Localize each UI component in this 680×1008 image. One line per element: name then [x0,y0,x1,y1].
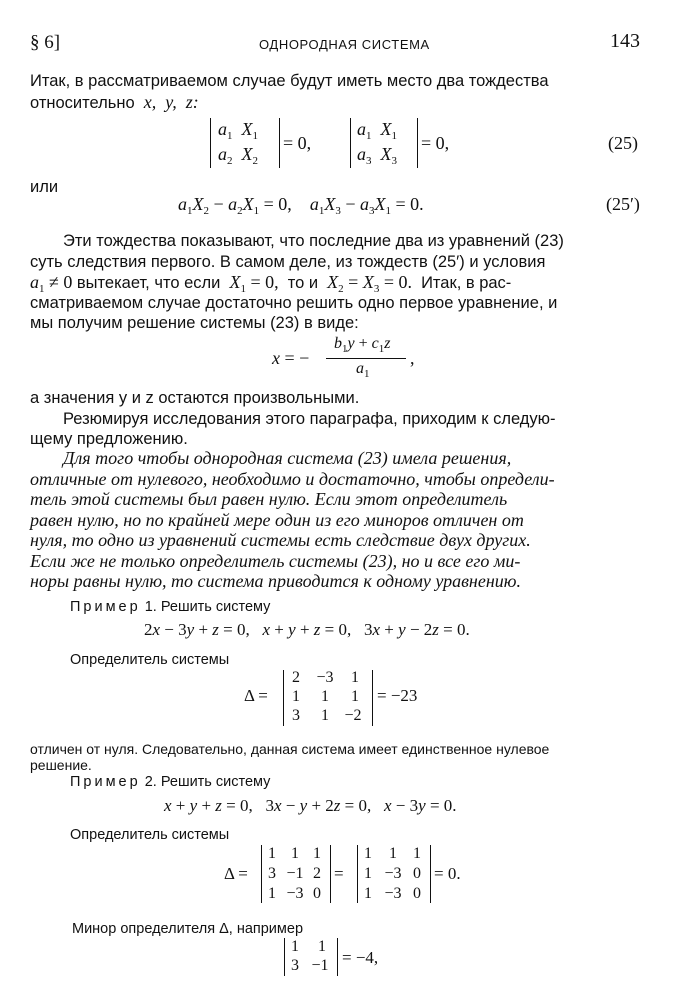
example1-det-intro: Определитель системы [70,652,230,668]
para2-line5: мы получим решение системы (23) в виде: [30,314,359,332]
example2-delta: Δ = [224,864,248,883]
eq25-det-1-row1: $a_1$ $X_1$ [218,119,258,142]
para2-line1: Эти тождества показывают, что последние два из уравнений (23) [63,232,564,250]
eq25-det-2-row2: $a_3$ $X_3$ [357,144,397,167]
theorem-line2: отличные от нулевого, необходимо и достаточно, чтобы определи- [30,469,555,489]
minor-c00: 1 [291,938,299,955]
ex1-c00: 2 [292,669,300,686]
ex2a-c01: 1 [291,845,299,862]
theorem-line7: норы равны нулю, то система приводится к одному уравнению. [30,571,521,591]
section-marker: § 6] [30,32,61,53]
solution-lhs: x = − [272,348,310,368]
ex2a-c21: −3 [286,885,304,902]
example2-equals-mid: = [334,864,344,883]
ex1-c20: 3 [292,707,300,724]
para1-line1: Итак, в рассматриваемом случае будут иметь место два тождества [30,72,549,90]
theorem-line5: нуля, то одно из уравнений системы есть следствие двух других. [30,530,531,550]
theorem-line3: тель этой системы был равен нулю. Если этот определитель [30,489,508,509]
ex1-c22: −2 [344,707,362,724]
ex2b-c20: 1 [364,885,372,902]
ex2b-c00: 1 [364,845,372,862]
ex2b-c12: 0 [413,865,421,882]
example1-heading [70,599,270,616]
example1-system: 2x − 3y + z = 0, x + y + z = 0, 3x + y − 2z = 0. [144,620,470,639]
ex2a-c22: 0 [313,885,321,902]
ex2a-c11: −1 [286,865,304,882]
ex1-c12: 1 [351,688,359,705]
example1-rest: 1. Решить систему [144,599,271,615]
example2-label: Пример [70,774,141,790]
page-number: 143 [610,30,640,52]
minor-c01: 1 [318,938,326,955]
word-or: или [30,178,59,196]
example1-delta: Δ = [244,686,268,705]
example2-minor-value: = −4, [342,948,379,967]
example2-heading [70,774,270,791]
ex2a-c02: 1 [313,845,321,862]
eq25-eq-2: = 0, [421,133,450,153]
solution-comma: , [410,348,415,368]
example1-label: Пример [70,599,141,615]
ex2b-c02: 1 [413,845,421,862]
minor-c11: −1 [311,957,329,974]
example2-system: x + y + z = 0, 3x − y + 2z = 0, x − 3y = 0. [164,796,457,815]
eq25-eq-1: = 0, [283,133,312,153]
para2-line3-mid2: то и [287,274,319,292]
solution-numerator: $b_1y + c_1z$ [334,335,391,355]
ex2a-c20: 1 [268,885,276,902]
eq25-det-2-row1: $a_1$ $X_1$ [357,119,397,142]
para3: а значения y и z остаются произвольными. [30,389,360,407]
running-title: ОДНОРОДНАЯ СИСТЕМА [259,37,430,52]
theorem-line4: равен нулю, но по крайней мере один из его миноров отличен от [30,510,524,530]
eq25-number: (25) [608,133,638,153]
ex1-c11: 1 [321,688,329,705]
example2-det-value: = 0. [434,864,461,883]
ex1-c10: 1 [292,688,300,705]
para2-line3-end: Итак, в рас- [421,274,512,292]
theorem-line1: Для того чтобы однородная система (23) имела решения, [63,448,512,468]
example1-conclusion-1: отличен от нуля. Следовательно, данная система имеет единственное нулевое [30,741,550,757]
ex1-c21: 1 [321,707,329,724]
example2-rest: 2. Решить систему [144,774,271,790]
ex1-c02: 1 [351,669,359,686]
ex2b-c11: −3 [384,865,402,882]
para2-line2: суть следствия первого. В самом деле, из тождеств (25′) и условия [30,253,546,271]
para2-line3: $a_1 \ne 0$ вытекает, что если $X_1 = 0$, то и $X_2 = X_3 = 0$. Итак, в рас- [30,272,512,295]
eq25p-number: (25′) [606,194,640,214]
para1-line2 [30,92,199,114]
eq25p: $a_1X_2 - a_2X_1 = 0$, $a_1X_3 - a_3X_1 = 0$. [178,194,424,217]
para4-line2: щему предложению. [30,430,188,448]
ex2a-c00: 1 [268,845,276,862]
theorem-line6: Если же не только определитель системы (23), но и все его ми- [30,551,521,571]
solution-fraction-bar [326,358,406,359]
minor-c10: 3 [291,957,299,974]
ex1-c01: −3 [316,669,334,686]
example2-det-intro: Определитель системы [70,827,230,843]
ex2b-c10: 1 [364,865,372,882]
para1-line2-text: относительно [30,94,135,112]
example2-minor-intro: Минор определителя Δ, например [72,921,304,937]
ex2a-c12: 2 [313,865,321,882]
solution-denominator: $a_1$ [356,360,370,380]
eq25-det-1-row2: $a_2$ $X_2$ [218,144,258,167]
ex2a-c10: 3 [268,865,276,882]
ex2b-c21: −3 [384,885,402,902]
para2-line3-mid1: вытекает, что если [76,274,221,292]
para2-line4: сматриваемом случае достаточно решить одно первое уравнение, и [30,294,558,312]
ex2b-c22: 0 [413,885,421,902]
para1-vars: x, y, z: [139,92,199,112]
example1-det-value: = −23 [377,686,418,705]
example1-conclusion-2: решение. [30,757,92,773]
para4-line1: Резюмируя исследования этого параграфа, приходим к следую- [63,410,556,428]
ex2b-c01: 1 [389,845,397,862]
